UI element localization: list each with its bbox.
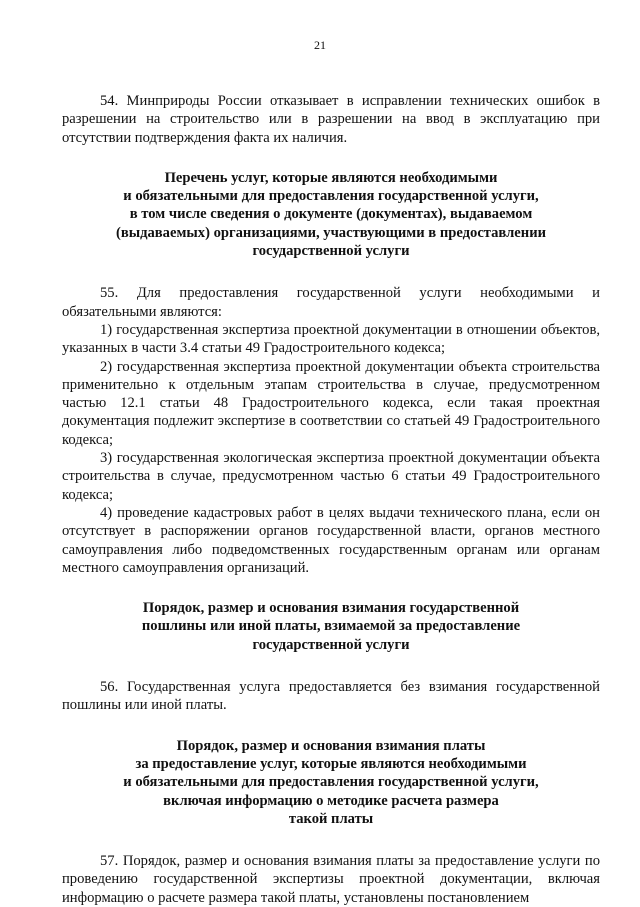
page-number: 21	[314, 38, 326, 52]
list-item: 4) проведение кадастровых работ в целях выдачи технического плана, если он отсутствует в распоряжении органов государственной власти, органов местного самоуправления либо подведомственных государственным органам или органам местного самоуправления организаций.	[62, 504, 600, 576]
list-item: 1) государственная экспертиза проектной документации в отношении объектов, указанных в части 3.4 статьи 49 Градостроительного кодекса;	[62, 321, 600, 357]
paragraph-57: 57. Порядок, размер и основания взимания платы за предоставление услуги по проведению государственной экспертизы проектной документации, включая информацию о расчете размера такой платы, установлены постановлением	[62, 853, 600, 906]
heading-line: и обязательными для предоставления государственной услуги,	[123, 774, 539, 791]
heading-line: Порядок, размер и основания взимания государственной	[142, 600, 520, 617]
heading-line: в том числе сведения о документе (документах), выдаваемом	[129, 206, 533, 223]
section-heading-fee-calculation	[62, 737, 600, 828]
list-item: 3) государственная экологическая экспертиза проектной документации объекта строительства в случае, предусмотренном частью 6 статьи 49 Градостроительного кодекса;	[62, 450, 600, 503]
paragraph-55-intro: 55. Для предоставления государственной услуги необходимыми и обязательными являются:	[62, 285, 600, 320]
heading-line: государственной услуги	[252, 636, 410, 653]
heading-line: за предоставление услуг, которые являются необходимыми	[135, 755, 527, 772]
section-heading-state-fee	[62, 599, 600, 654]
section-heading-services-list	[62, 169, 600, 260]
heading-line: и обязательными для предоставления государственной услуги,	[123, 188, 539, 205]
paragraph-54: 54. Минприроды России отказывает в исправлении технических ошибок в разрешении на строительство или в разрешении на ввод в эксплуатацию при отсутствии подтверждения факта их наличия.	[62, 93, 600, 146]
heading-line: государственной услуги	[252, 243, 410, 260]
heading-line: такой платы	[288, 810, 374, 827]
heading-line: (выдаваемых) организациями, участвующими в предоставлении	[115, 224, 547, 241]
paragraph-56: 56. Государственная услуга предоставляется без взимания государственной пошлины или иной платы.	[62, 679, 600, 714]
heading-line: Перечень услуг, которые являются необходимыми	[164, 169, 498, 186]
document-body	[62, 92, 600, 907]
list-item: 2) государственная экспертиза проектной документации объекта строительства применительно к отдельным этапам строительства в случае, предусмотренном частью 12.1 статьи 48 Градостроительного кодекса, если такая проектная документация подлежит экспертизе в соответствии со статьей 49 Градостроительного кодекса;	[62, 358, 600, 448]
heading-line: Порядок, размер и основания взимания платы	[176, 737, 486, 754]
heading-line: включая информацию о методике расчета размера	[163, 792, 499, 809]
heading-line: пошлины или иной платы, взимаемой за предоставление	[141, 618, 521, 635]
